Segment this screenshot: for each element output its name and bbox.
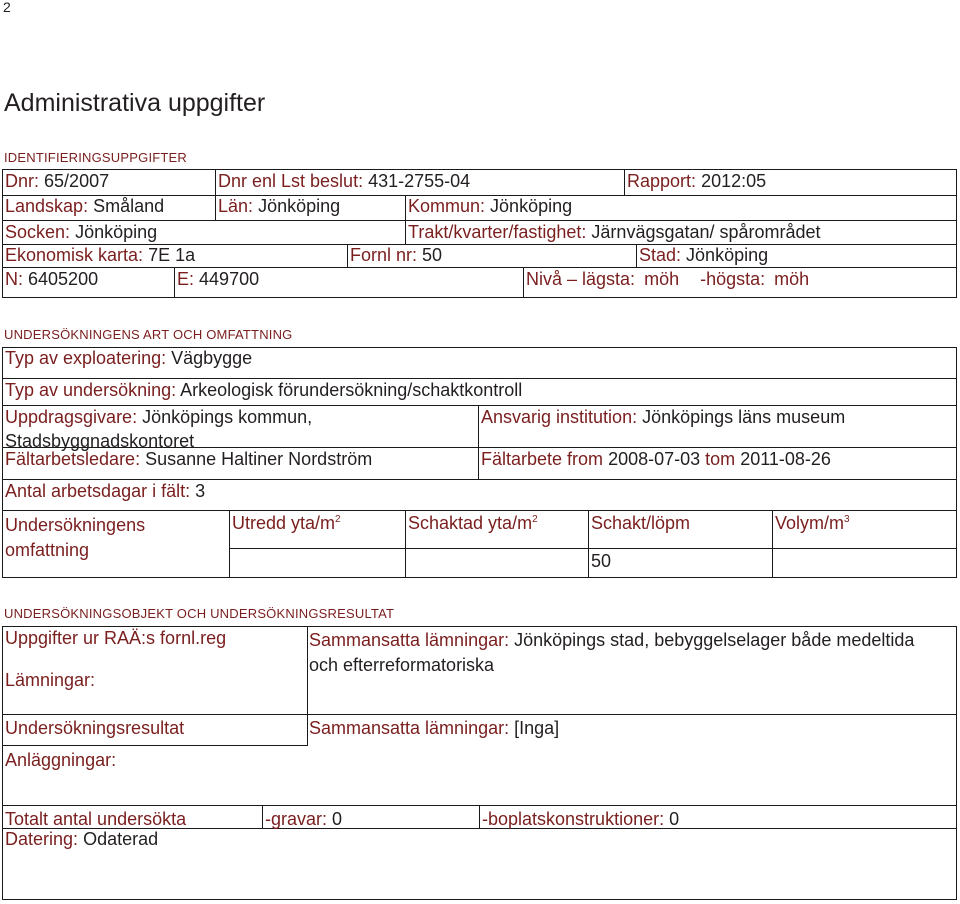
stad-label: Stad: [639,245,682,265]
niva-label: Nivå – lägsta: [526,269,636,289]
objekt-resultat-heading: UNDERSÖKNINGSOBJEKT OCH UNDERSÖKNINGSRESULTAT [4,606,395,621]
niva-lagsta-value: möh [644,269,680,289]
from-date: 2008-07-03 [608,449,701,469]
rule [956,169,957,298]
faltarbete-label: Fältarbete from [481,449,604,469]
rule [2,510,957,511]
e-value: 449700 [199,269,260,289]
kommun-value: Jönköping [490,196,573,216]
sammansatta-lamningar-2-value: [Inga] [514,718,560,738]
faltarbetsledare-field [5,449,372,470]
exploatering-label: Typ av exploatering: [5,348,167,368]
stad-value: Jönköping [686,245,769,265]
totalt-undersokta-label: Totalt antal undersökta [5,809,187,829]
arbetsdagar-field [5,481,205,502]
datering-label: Datering: [5,829,79,849]
rule [636,244,637,267]
fornl-label: Fornl nr: [350,245,418,265]
hogsta-value: möh [774,269,810,289]
sammansatta-lamningar-2-label: Sammansatta lämningar: [309,718,510,738]
lan-field [218,196,340,217]
n-value: 6405200 [28,269,99,289]
uppdragsgivare-value: Jönköpings kommun, [142,407,313,427]
rule [2,267,957,268]
landskap-value: Småland [93,196,165,216]
dnr-field [5,171,109,192]
faltarbetsledare-label: Fältarbetsledare: [5,449,141,469]
trakt-label: Trakt/kvarter/fastighet: [408,222,587,242]
exploatering-value: Vägbygge [171,348,253,368]
rule [347,244,348,267]
niva-field [526,269,809,290]
e-label: E: [177,269,195,289]
page-title: Administrativa uppgifter [4,89,266,117]
kommun-field [408,196,572,217]
identifieringsuppgifter-heading: IDENTIFIERINGSUPPGIFTER [4,150,188,165]
omfattning-label: Undersökningens omfattning [5,515,146,560]
rule [2,297,957,298]
rule [2,378,957,379]
trakt-value: Järnvägsgatan/ spårområdet [591,222,821,242]
rule [229,510,230,578]
rule [956,626,957,900]
schakt-lopm-label: Schakt/löpm [591,513,691,533]
art-omfattning-heading: UNDERSÖKNINGENS ART OCH OMFATTNING [4,327,293,342]
hogsta-label: -högsta: [700,269,766,289]
exploatering-field [5,348,252,369]
rapport-value: 2012:05 [701,171,767,191]
rule [956,347,957,578]
rule [478,405,479,479]
lst-beslut-label: Dnr enl Lst beslut: [218,171,364,191]
fornl-value: 50 [422,245,443,265]
rule [2,347,3,578]
n-label: N: [5,269,23,289]
arbetsdagar-value: 3 [195,481,206,501]
sammansatta-lamningar-2 [309,718,559,739]
uppdragsgivare-value-line2: Stadsbyggnadskontoret [5,431,195,451]
rapport-field [627,171,766,192]
ansvarig-label: Ansvarig institution: [481,407,638,427]
volym-label: Volym/$m^3$ [775,513,850,533]
uppdragsgivare-label: Uppdragsgivare: [5,407,138,427]
sammansatta-lamningar-1-label: Sammansatta lämningar: [309,630,510,650]
dnr-value: 65/2007 [44,171,110,191]
karta-label: Ekonomisk karta: [5,245,144,265]
arbetsdagar-label: Antal arbetsdagar i fält: [5,481,191,501]
utredd-yta-label: Utredd yta/$m^2$ [232,513,341,533]
tom-label: tom [705,449,736,469]
rule [405,510,406,578]
rule [2,577,957,578]
n-coordinate-field [5,269,98,290]
rule [215,169,216,220]
rule [523,267,524,298]
rule [2,405,957,406]
tom-date: 2011-08-26 [740,449,831,469]
anlaggningar-label: Anläggningar: [5,750,117,770]
uppdragsgivare-field [5,407,312,428]
rule [479,805,480,828]
rule [174,267,175,298]
faltarbete-period-field [481,449,831,470]
kommun-label: Kommun: [408,196,486,216]
socken-value: Jönköping [75,222,158,242]
rule [2,899,957,900]
undersokning-typ-field [5,380,522,401]
boplats-field [482,809,679,830]
faltarbetsledare-value: Susanne Haltiner Nordström [145,449,373,469]
lst-beslut-value: 431-2755-04 [368,171,471,191]
landskap-label: Landskap: [5,196,89,216]
lan-label: Län: [218,196,254,216]
rule [2,220,957,221]
rule [229,548,956,549]
trakt-field [408,222,821,243]
schaktad-yta-label: Schaktad yta/$m^2$ [408,513,538,533]
lan-value: Jönköping [258,196,341,216]
rule [2,745,308,746]
uppgifter-fornlreg-label: Uppgifter ur RAÄ:s fornl.reg [5,628,227,648]
gravar-value: 0 [332,809,343,829]
rapport-label: Rapport: [627,171,697,191]
undersokning-typ-value: Arkeologisk förundersökning/schaktkontroll [180,380,523,400]
ansvarig-value: Jönköpings läns museum [642,407,846,427]
gravar-label: -gravar: [265,809,328,829]
ansvarig-field [481,407,845,428]
rule [2,626,957,627]
boplats-value: 0 [669,809,680,829]
karta-value: 7E 1a [148,245,196,265]
rule [2,169,3,298]
rule [2,626,3,900]
undersokningsresultat-label: Undersökningsresultat [5,718,185,738]
datering-value: Odaterad [83,829,159,849]
lamningar-label: Lämningar: [5,670,96,690]
socken-field [5,222,157,243]
rule [624,169,625,195]
rule [2,169,957,170]
rule [405,195,406,244]
rule [307,626,308,746]
karta-field [5,245,195,266]
fornl-field [350,245,442,266]
undersokning-typ-label: Typ av undersökning: [5,380,177,400]
gravar-field [265,809,342,830]
rule [2,714,957,715]
e-coordinate-field [177,269,259,290]
socken-label: Socken: [5,222,71,242]
datering-field [5,829,158,850]
rule [772,510,773,578]
sammansatta-lamningar-1-value: Jönköpings stad, bebyggelselager både medeltida och efterreformatoriska [309,630,915,675]
stad-field [639,245,768,266]
sammansatta-lamningar-1 [309,628,939,678]
rule [588,510,589,578]
rule [2,479,957,480]
page-number: 2 [3,0,11,15]
landskap-field [5,196,164,217]
schakt-lopm-value: 50 [591,551,612,571]
dnr-label: Dnr: [5,171,40,191]
rule [262,805,263,828]
lst-beslut-field [218,171,470,192]
boplats-label: -boplatskonstruktioner: [482,809,665,829]
